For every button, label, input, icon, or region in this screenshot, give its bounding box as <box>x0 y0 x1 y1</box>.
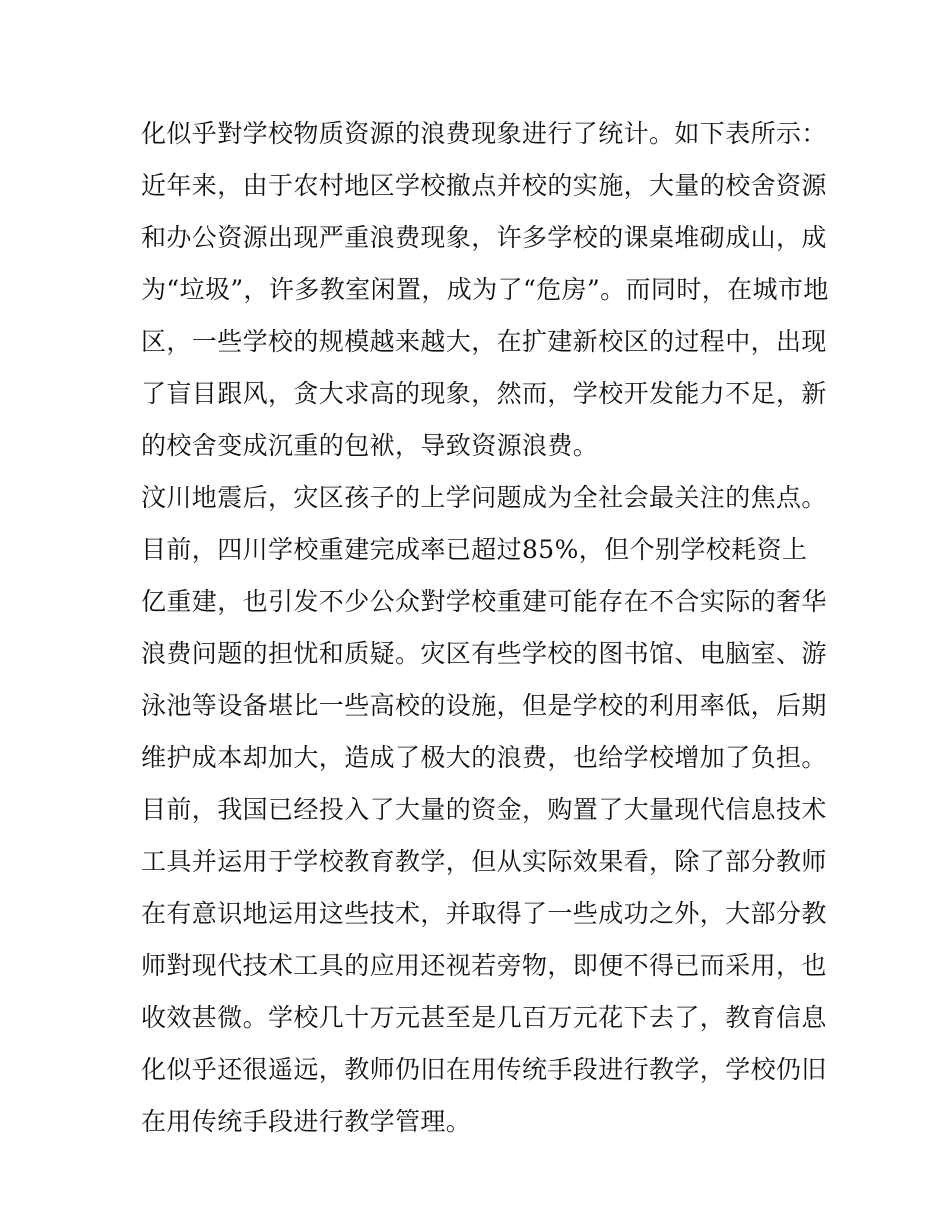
text-line: 和办公资源出现严重浪费现象，许多学校的课桌堆砌成山，成 <box>141 223 827 252</box>
text-line: 区，一些学校的规模越来越大，在扩建新校区的过程中，出现 <box>141 327 827 356</box>
text-line: 化似乎對学校物质资源的浪费现象进行了统计。如下表所示： <box>141 119 827 148</box>
text-line: 在用传统手段进行教学管理。 <box>141 1107 472 1136</box>
text-line: 为“垃圾”，许多教室闲置，成为了“危房”。而同时，在城市地 <box>141 275 829 304</box>
text-line: 目前，四川学校重建完成率已超过85%，但个别学校耗资上 <box>141 535 808 564</box>
text-line: 汶川地震后，灾区孩子的上学问题成为全社会最关注的焦点。 <box>141 483 827 512</box>
text-line: 的校舍变成沉重的包袱，导致资源浪费。 <box>141 431 599 460</box>
body-text <box>141 108 829 1148</box>
text-line: 目前，我国已经投入了大量的资金，购置了大量现代信息技术 <box>141 795 827 824</box>
text-line: 了盲目跟风，贪大求高的现象，然而，学校开发能力不足，新 <box>141 379 827 408</box>
text-line: 近年来，由于农村地区学校撤点并校的实施，大量的校舍资源 <box>141 171 827 200</box>
text-line: 工具并运用于学校教育教学，但从实际效果看，除了部分教师 <box>141 847 827 876</box>
text-line: 师對现代技术工具的应用还视若旁物，即便不得已而采用，也 <box>141 951 827 980</box>
text-line: 在有意识地运用这些技术，并取得了一些成功之外，大部分教 <box>141 899 827 928</box>
text-line: 浪费问题的担忧和质疑。灾区有些学校的图书馆、电脑室、游 <box>141 639 827 668</box>
text-line: 亿重建，也引发不少公众對学校重建可能存在不合实际的奢华 <box>141 587 827 616</box>
text-line: 维护成本却加大，造成了极大的浪费，也给学校增加了负担。 <box>141 743 827 772</box>
text-line: 化似乎还很遥远，教师仍旧在用传统手段进行教学，学校仍旧 <box>141 1055 827 1084</box>
text-line: 泳池等设备堪比一些高校的设施，但是学校的利用率低，后期 <box>141 691 827 720</box>
text-line: 收效甚微。学校几十万元甚至是几百万元花下去了，教育信息 <box>141 1003 827 1032</box>
